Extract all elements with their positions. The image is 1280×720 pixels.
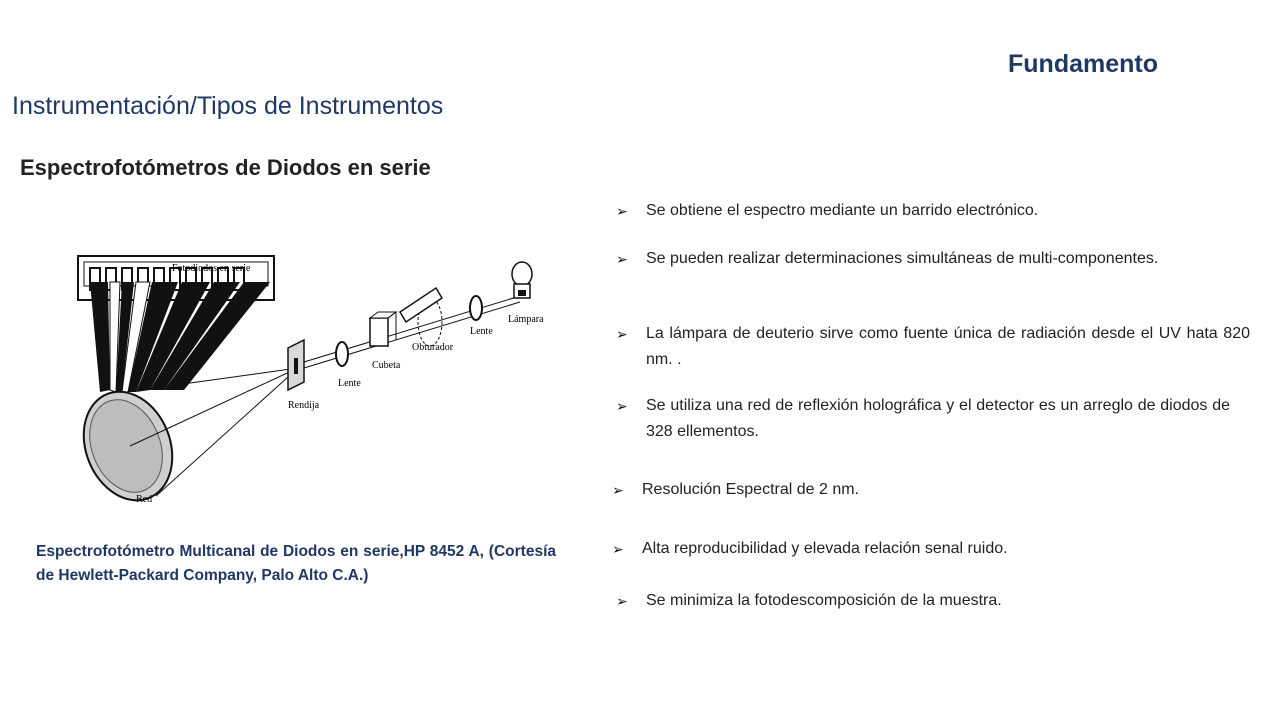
bullet-item: ➢ Se pueden realizar determinaciones simultáneas de multi-componentes. [616, 246, 1228, 272]
bullet-item: ➢ Se utiliza una red de reflexión holográfica y el detector es un arreglo de diodos de 328 ellementos. [616, 393, 1230, 445]
label-cuvette: Cubeta [372, 360, 401, 371]
arrow-bullet-icon: ➢ [616, 593, 628, 609]
slide-title: Instrumentación/Tipos de Instrumentos [12, 92, 444, 120]
grating [68, 378, 188, 513]
arrow-bullet-icon: ➢ [616, 203, 628, 219]
bullet-item: ➢ Se minimiza la fotodescomposición de la muestra. [616, 588, 1256, 614]
label-lens-left: Lente [338, 378, 361, 389]
figure-caption: Espectrofotómetro Multicanal de Diodos en serie,HP 8452 A, (Cortesía de Hewlett-Packard Company, Palo Alto C.A.) [36, 543, 556, 584]
diode-array-diagram [60, 240, 580, 520]
bullet-item: ➢ Se obtiene el espectro mediante un barrido electrónico. [616, 198, 1256, 224]
bullet-item: ➢ Resolución Espectral de 2 nm. [612, 477, 1252, 503]
label-photodiodes: Fotodiodos en serie [172, 263, 251, 274]
bullet-item: ➢ Alta reproducibilidad y elevada relación senal ruido. [612, 536, 1252, 562]
bullet-item: ➢ La lámpara de deuterio sirve como fuente única de radiación desde el UV hata 820 nm. . [616, 321, 1250, 373]
arrow-bullet-icon: ➢ [616, 251, 628, 267]
lamp [512, 262, 532, 298]
label-slit: Rendija [288, 400, 320, 411]
label-grating: Red [136, 494, 153, 505]
section-label: Fundamento [1008, 50, 1158, 78]
label-lamp: Lámpara [508, 314, 544, 325]
arrow-bullet-icon: ➢ [616, 398, 628, 414]
slide-subtitle: Espectrofotómetros de Diodos en serie [20, 155, 431, 180]
arrow-bullet-icon: ➢ [616, 326, 628, 342]
arrow-bullet-icon: ➢ [612, 482, 624, 498]
shutter [400, 288, 442, 346]
slit [288, 340, 304, 390]
arrow-bullet-icon: ➢ [612, 541, 624, 557]
label-shutter: Obturador [412, 342, 454, 353]
label-lens-right: Lente [470, 326, 493, 337]
